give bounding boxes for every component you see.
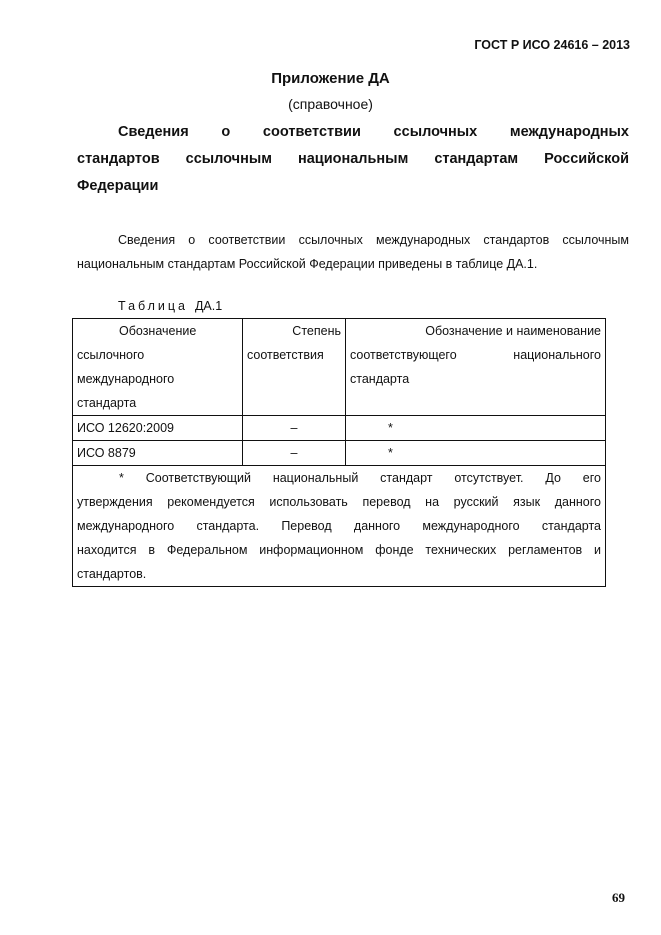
table-note-line: находится в Федеральном информационном фонде технических регламентов и <box>77 543 601 557</box>
appendix-subtitle: (справочное) <box>288 96 373 112</box>
header-designation-line: стандарта <box>77 396 137 410</box>
header-designation-line: международного <box>77 372 175 386</box>
table-note-line: международного стандарта. Перевод данного международного стандарта <box>77 519 601 533</box>
row-national: * <box>346 441 606 466</box>
appendix-heading-line-3: Федерации <box>77 178 159 194</box>
table-note-line: стандартов. <box>77 567 147 581</box>
appendix-heading-line-2: стандартов ссылочным национальным стандартам Российской <box>77 151 629 167</box>
intro-line-2: национальным стандартам Российской Федерации приведены в таблице ДА.1. <box>77 257 538 271</box>
table-caption-number: ДА.1 <box>194 299 223 313</box>
intro-line-1: Сведения о соответствии ссылочных международных стандартов ссылочным <box>118 233 629 247</box>
page-number: 69 <box>612 890 625 905</box>
table-note-line: * Соответствующий национальный стандарт отсутствует. До его <box>119 471 601 485</box>
header-designation <box>73 319 243 416</box>
row-designation: ИСО 12620:2009 <box>73 416 243 441</box>
row-degree: – <box>243 416 346 441</box>
table-caption <box>118 299 222 313</box>
header-national-line: стандарта <box>350 372 410 386</box>
header-degree-line: Степень <box>292 324 341 338</box>
header-national-line: соответствующего национального <box>350 348 601 362</box>
header-degree <box>243 319 346 416</box>
header-designation-line: ссылочного <box>77 348 145 362</box>
table-note-line: утверждения рекомендуется использовать перевод на русский язык данного <box>77 495 601 509</box>
table-header-row <box>73 319 606 416</box>
row-national: * <box>346 416 606 441</box>
reference-standards-table <box>72 318 606 587</box>
header-degree-line: соответствия <box>247 348 324 362</box>
table-row <box>73 441 606 466</box>
table-note <box>73 466 606 587</box>
table-note-row <box>73 466 606 587</box>
appendix-title: Приложение ДА <box>271 70 390 87</box>
row-degree: – <box>243 441 346 466</box>
table-caption-label: Таблица <box>118 299 189 313</box>
header-national <box>346 319 606 416</box>
row-designation: ИСО 8879 <box>73 441 243 466</box>
document-code: ГОСТ Р ИСО 24616 – 2013 <box>474 38 630 52</box>
table-row <box>73 416 606 441</box>
header-national-line: Обозначение и наименование <box>425 324 601 338</box>
appendix-heading-line-1: Сведения о соответствии ссылочных международных <box>118 124 629 140</box>
header-designation-line: Обозначение <box>119 324 197 338</box>
